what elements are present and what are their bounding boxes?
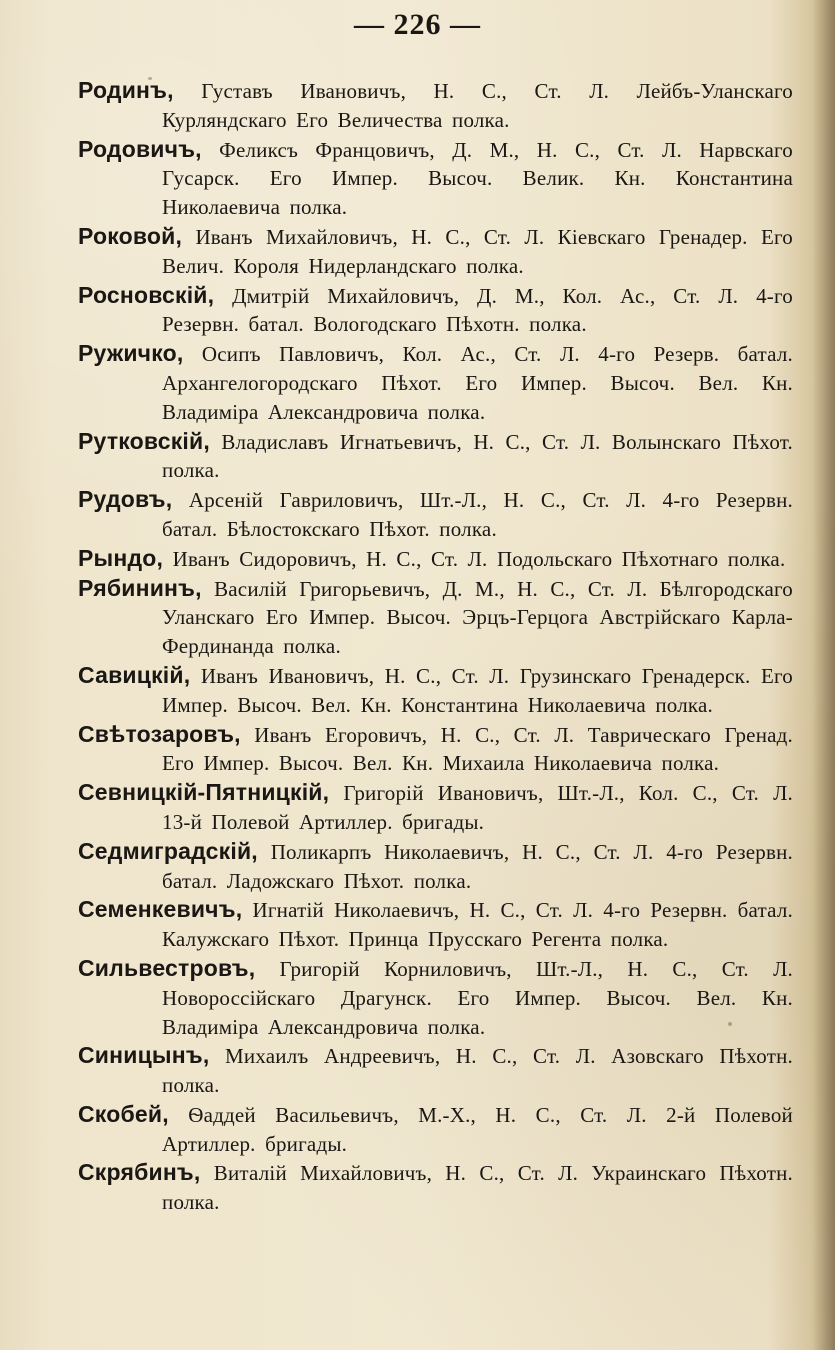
page-number: — 226 — [354,8,481,41]
list-item [78,485,793,544]
entry-details: Осипъ Павловичъ, Кол. Ас., Ст. Л. 4-го Резерв. батал. Архангелогородскаго Пѣхот. Его Импер. Высоч. Вел. Кн. Владиміра Александровича полка. [162,342,793,424]
entry-surname: Сильвестровъ, [78,954,256,981]
entry-surname: Рябининъ, [78,574,202,601]
list-item [78,281,793,340]
list-item [78,76,793,135]
page-edge-shadow [813,0,835,1350]
entry-surname: Рудовъ, [78,486,173,513]
list-item [78,837,793,896]
entry-surname: Семенкевичъ, [78,896,243,923]
entry-details: Иванъ Сидоровичъ, Н. С., Ст. Л. Подольскаго Пѣхотнаго полка. [163,546,786,571]
list-item [78,954,793,1041]
entry-details: Михаилъ Андреевичъ, Н. С., Ст. Л. Азовскаго Пѣхотн. полка. [162,1044,793,1098]
entry-details: Дмитрій Михайловичъ, Д. М., Кол. Ас., Ст. Л. 4-го Резервн. батал. Вологодскаго Пѣхотн. полка. [162,283,793,337]
entry-details: Феликсъ Францовичъ, Д. М., Н. С., Ст. Л. Нарвскаго Гусарск. Его Импер. Высоч. Велик. Кн. Константина Николаевича полка. [162,137,793,220]
entry-details: Поликарпъ Николаевичъ, Н. С., Ст. Л. 4-го Резервн. батал. Ладожскаго Пѣхот. полка. [162,839,793,893]
entry-surname: Скобей, [78,1100,169,1127]
list-item [78,222,793,281]
entries-list [78,76,793,1217]
entry-details: Григорій Ивановичъ, Шт.-Л., Кол. С., Ст. Л. 13-й Полевой Артиллер. бригады. [162,781,793,834]
entry-surname: Синицынъ, [78,1042,210,1069]
entry-details: Иванъ Егоровичъ, Н. С., Ст. Л. Таврическаго Гренад. Его Импер. Высоч. Вел. Кн. Михаила Николаевича полка. [162,722,793,776]
list-item [78,1158,793,1217]
entry-surname: Росновскій, [78,281,215,308]
entry-surname: Скрябинъ, [78,1159,201,1186]
list-item [78,1100,793,1159]
list-item [78,574,793,661]
list-item [78,895,793,954]
entry-surname: Седмиградскій, [78,837,258,864]
entry-surname: Роковой, [78,222,183,249]
entry-surname: Родинъ, [78,77,174,103]
entry-details: Арсеній Гавриловичъ, Шт.-Л., Н. С., Ст. Л. 4-го Резервн. батал. Бѣлостокскаго Пѣхот. полка. [162,488,793,541]
list-item [78,1041,793,1100]
entry-surname: Севницкій-Пятницкій, [78,779,330,806]
entry-details: Владиславъ Игнатьевичъ, Н. С., Ст. Л. Волынскаго Пѣхот. полка. [162,429,793,483]
list-item [78,720,793,779]
entry-details: Василій Григорьевичъ, Д. М., Н. С., Ст. Л. Бѣлгородскаго Уланскаго Его Импер. Высоч. Эрцъ-Герцога Австрійскаго Карла-Фердинанда полка. [162,576,793,659]
list-item [78,661,793,720]
list-item [78,778,793,837]
entry-surname: Ружичко, [78,340,184,367]
entry-details: Виталій Михайловичъ, Н. С., Ст. Л. Украинскаго Пѣхотн. полка. [162,1161,793,1215]
entry-details: Игнатій Николаевичъ, Н. С., Ст. Л. 4-го Резервн. батал. Калужскаго Пѣхот. Принца Прусскаго Регента полка. [162,898,793,952]
entry-surname: Родовичъ, [78,135,202,162]
entry-details: Григорій Корниловичъ, Шт.-Л., Н. С., Ст. Л. Новороссійскаго Драгунск. Его Импер. Высоч. Вел. Кн. Владиміра Александровича полка. [162,956,793,1039]
list-item [78,427,793,486]
list-item [78,544,793,574]
entry-surname: Савицкій, [78,661,191,688]
entry-details: Иванъ Ивановичъ, Н. С., Ст. Л. Грузинскаго Гренадерск. Его Импер. Высоч. Вел. Кн. Константина Николаевича полка. [162,663,793,717]
list-item [78,339,793,426]
entry-surname: Рутковскій, [78,427,210,454]
entry-details: Иванъ Михайловичъ, Н. С., Ст. Л. Кіевскаго Гренадер. Его Велич. Короля Нидерландскаго полка. [162,224,793,278]
entry-details: Ѳаддей Васильевичъ, М.-Х., Н. С., Ст. Л. 2-й Полевой Артиллер. бригады. [162,1102,793,1156]
entry-surname: Рындо, [78,544,164,571]
entry-details: Густавъ Ивановичъ, Н. С., Ст. Л. Лейбъ-Уланскаго Курляндскаго Его Величества полка. [162,79,793,132]
list-item [78,135,793,222]
entry-surname: Свѣтозаровъ, [78,720,241,747]
